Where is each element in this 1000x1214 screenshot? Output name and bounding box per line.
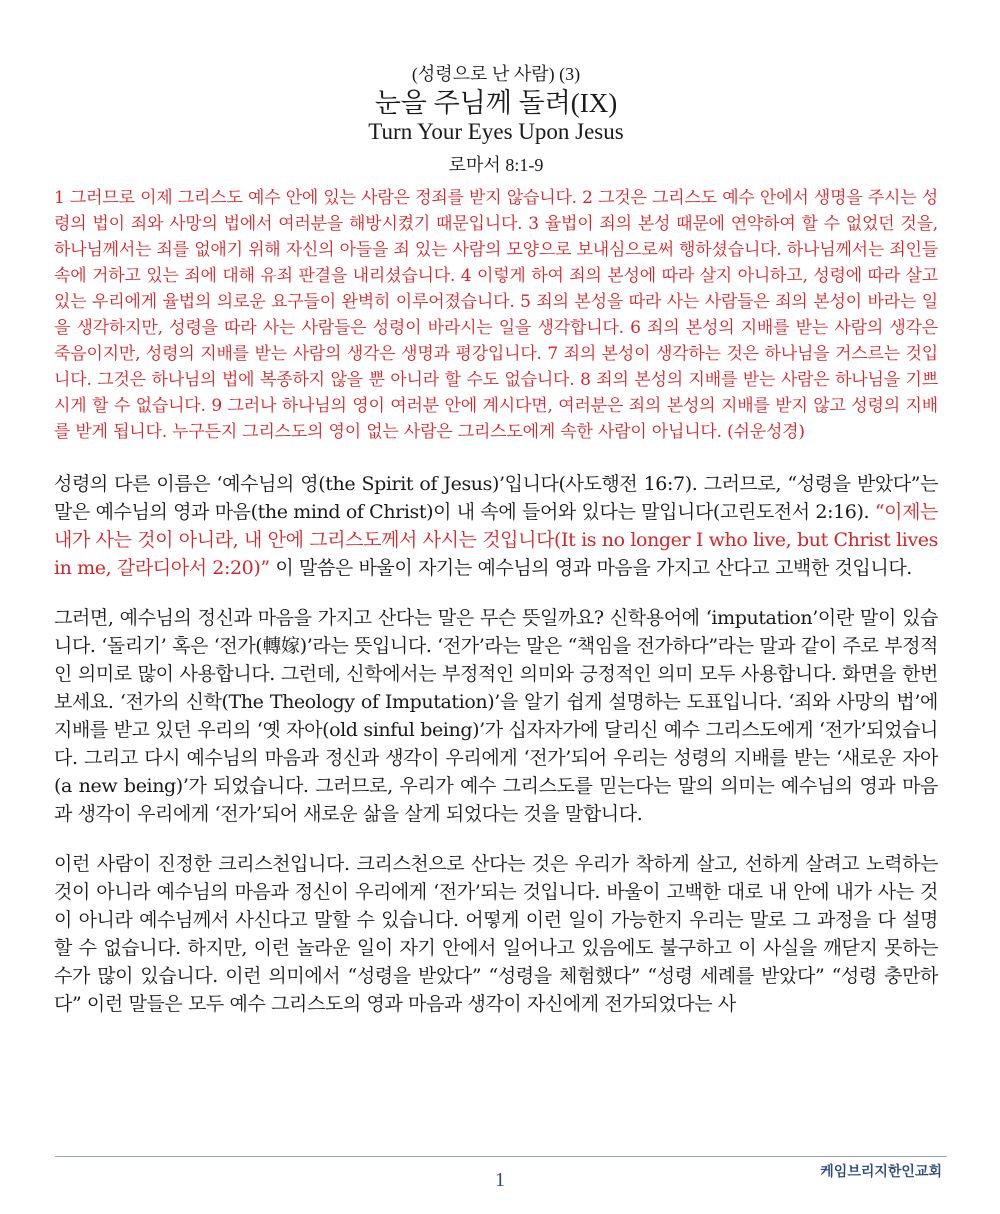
footer-divider	[55, 1156, 947, 1157]
galatians-quote: “이제는 내가 사는 것이 아니라, 내 안에 그리스도께서 사시는 것입니다(It is no longer I who live, but Christ lives in me, 갈라디아서 2:20)”	[54, 501, 938, 579]
sermon-subtitle: Turn Your Eyes Upon Jesus	[368, 119, 624, 144]
paragraph-1	[54, 470, 938, 582]
series-label: (성령으로 난 사람) (3)	[411, 64, 581, 84]
sermon-header	[54, 62, 938, 177]
paragraph-1-before: 성령의 다른 이름은 ‘예수님의 영(the Spirit of Jesus)’입니다(사도행전 16:7). 그러므로, “성령을 받았다”는 말은 예수님의 영과 마음(the mind of Christ)이 내 속에 들어와 있다는 말입니다(고린도전서 2:16).	[54, 473, 938, 523]
scripture-passage: 1 그러므로 이제 그리스도 예수 안에 있는 사람은 정죄를 받지 않습니다. 2 그것은 그리스도 예수 안에서 생명을 주시는 성령의 법이 죄와 사망의 법에서 여러분을 해방시켰기 때문입니다. 3 율법이 죄의 본성 때문에 연약하여 할 수 없었던 것을, 하나님께서는 죄를 없애기 위해 자신의 아들을 죄 있는 사람의 모양으로 보내심으로써 행하셨습니다. 하나님께서는 죄인들 속에 거하고 있는 죄에 대해 유죄 판결을 내리셨습니다. 4 이렇게 하여 죄의 본성에 따라 살지 아니하고, 성령에 따라 살고 있는 우리에게 율법의 의로운 요구들이 완벽히 이루어졌습니다. 5 죄의 본성을 따라 사는 사람들은 죄의 본성이 바라는 일을 생각하지만, 성령을 따라 사는 사람들은 성령이 바라시는 일을 생각합니다. 6 죄의 본성의 지배를 받는 사람의 생각은 죽음이지만, 성령의 지배를 받는 사람의 생각은 생명과 평강입니다. 7 죄의 본성이 생각하는 것은 하나님을 거스르는 것입니다. 그것은 하나님의 법에 복종하지 않을 뿐 아니라 할 수도 없습니다. 8 죄의 본성의 지배를 받는 사람은 하나님을 기쁘시게 할 수 없습니다. 9 그러나 하나님의 영이 여러분 안에 계시다면, 여러분은 죄의 본성의 지배를 받지 않고 성령의 지배를 받게 됩니다. 누구든지 그리스도의 영이 없는 사람은 그리스도에게 속한 사람이 아닙니다. (쉬운성경)	[54, 188, 938, 442]
paragraph-3: 이런 사람이 진정한 크리스천입니다. 크리스천으로 산다는 것은 우리가 착하게 살고, 선하게 살려고 노력하는 것이 아니라 예수님의 마음과 정신이 우리에게 ‘전가’되는 것입니다. 바울이 고백한 대로 내 안에 내가 사는 것이 아니라 예수님께서 사신다고 말할 수 있습니다. 어떻게 이런 일이 가능한지 우리는 말로 그 과정을 다 설명할 수 없습니다. 하지만, 이런 놀라운 일이 자기 안에서 일어나고 있음에도 불구하고 이 사실을 깨닫지 못하는 수가 많이 있습니다. 이런 의미에서 “성령을 받았다” “성령을 체험했다” “성령 세례를 받았다” “성령 충만하다” 이런 말들은 모두 예수 그리스도의 영과 마음과 생각이 자신에게 전가되었다는 사	[54, 853, 938, 1015]
sermon-title: 눈을 주님께 돌려(IX)	[374, 88, 618, 118]
paragraph-1-after: 이 말씀은 바울이 자기는 예수님의 영과 마음을 가지고 산다고 고백한 것입니다.	[269, 557, 912, 579]
church-name: 케임브리지한인교회	[820, 1164, 942, 1180]
page-number: 1	[495, 1169, 505, 1191]
paragraph-2: 그러면, 예수님의 정신과 마음을 가지고 산다는 말은 무슨 뜻일까요? 신학용어에 ‘imputation’이란 말이 있습니다. ‘돌리기’ 혹은 ‘전가(轉嫁)’라는 뜻입니다. ‘전가’라는 말은 “책임을 전가하다”라는 말과 같이 주로 부정적인 의미로 많이 사용합니다. 그런데, 신학에서는 부정적인 의미와 긍정적인 의미 모두 사용합니다. 화면을 한번 보세요. ‘전가의 신학(The Theology of Imputation)’을 알기 쉽게 설명하는 도표입니다. ‘죄와 사망의 법’에 지배를 받고 있던 우리의 ‘옛 자아(old sinful being)’가 십자자가에 달리신 예수 그리스도에게 ‘전가’되었습니다. 그리고 다시 예수님의 마음과 정신과 생각이 우리에게 ‘전가’되어 우리는 성령의 지배를 받는 ‘새로운 자아(a new being)’가 되었습니다. 그러므로, 우리가 예수 그리스도를 믿는다는 말의 의미는 예수님의 영과 마음과 생각이 우리에게 ‘전가’되어 새로운 삶을 살게 되었다는 것을 말합니다.	[54, 607, 938, 825]
scripture-reference: 로마서 8:1-9	[448, 155, 544, 175]
